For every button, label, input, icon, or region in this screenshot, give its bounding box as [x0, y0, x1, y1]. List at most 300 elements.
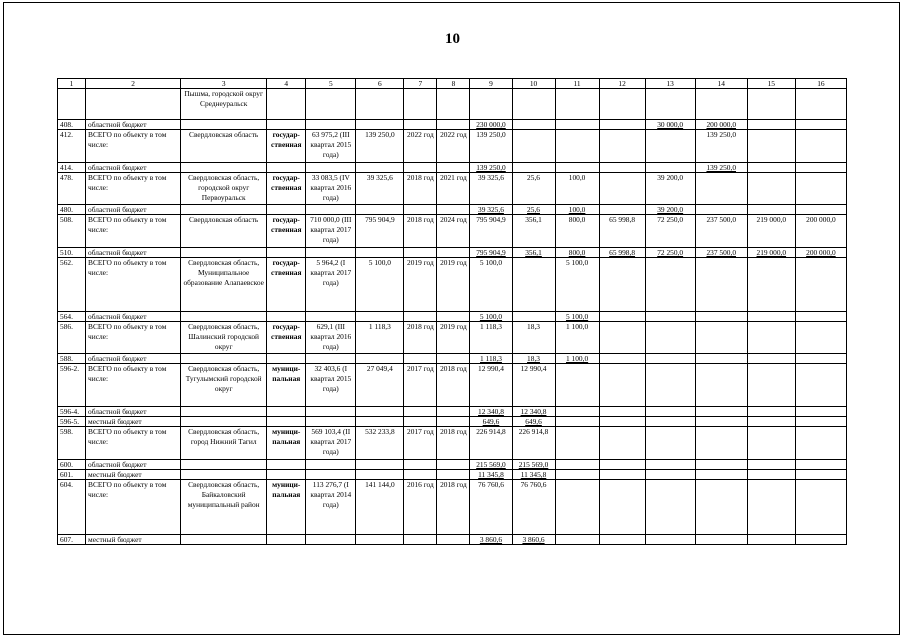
amount-cell-11	[555, 163, 599, 173]
amount-cell-14	[695, 427, 747, 460]
ownership-cell: муници-пальная	[267, 364, 306, 407]
amount-cell-11	[555, 417, 599, 427]
amount-cell-13	[645, 364, 695, 407]
empty-cell	[356, 354, 404, 364]
amount-cell-10: 649,6	[512, 417, 555, 427]
amount-cell-14	[695, 535, 747, 545]
amount-cell-14: 237 500,0	[695, 248, 747, 258]
amount-cell-11: 1 100,0	[555, 354, 599, 364]
row-number-cell: 508.	[58, 215, 86, 248]
amount-cell-14: 139 250,0	[695, 130, 747, 163]
amount-cell-15	[747, 130, 795, 163]
amount-cell-11: 800,0	[555, 248, 599, 258]
object-location-cell: Пышма, городской округ Среднеуральск	[181, 89, 267, 120]
amount-cell-16	[795, 322, 846, 354]
column-number-cell: 8	[437, 79, 470, 89]
empty-cell	[404, 535, 437, 545]
amount-cell-16	[795, 480, 846, 535]
object-name-cell: ВСЕГО по объекту в том числе:	[86, 480, 181, 535]
amount-cell-14: 237 500,0	[695, 215, 747, 248]
object-name-cell: областной бюджет	[86, 312, 181, 322]
row-number-cell: 601.	[58, 470, 86, 480]
amount-cell-10: 25,6	[512, 173, 555, 205]
estimated-cost-cell: 32 403,6 (I квартал 2015 года)	[306, 364, 356, 407]
object-location-cell: Свердловская область, городской округ Первоуральск	[181, 173, 267, 205]
amount-cell-11	[555, 407, 599, 417]
budget-row	[58, 535, 847, 545]
amount-cell-9: 230 000,0	[470, 120, 512, 130]
amount-cell-16	[795, 130, 846, 163]
amount-cell-13: 30 000,0	[645, 120, 695, 130]
amount-cell-9: 795 904,9	[470, 248, 512, 258]
empty-cell	[267, 354, 306, 364]
amount-cell-13	[645, 322, 695, 354]
column-number-cell: 2	[86, 79, 181, 89]
amount-cell-9: 649,6	[470, 417, 512, 427]
ownership-cell: государ-ственная	[267, 173, 306, 205]
column-number-cell: 13	[645, 79, 695, 89]
amount-cell-11	[555, 427, 599, 460]
amount-cell-12	[599, 120, 645, 130]
end-year-cell: 2019 год	[437, 258, 470, 312]
object-row	[58, 322, 847, 354]
empty-cell	[695, 89, 747, 120]
empty-cell	[306, 354, 356, 364]
empty-cell	[181, 417, 267, 427]
amount-cell-11: 800,0	[555, 215, 599, 248]
amount-cell-12	[599, 312, 645, 322]
empty-cell	[599, 89, 645, 120]
amount-cell-16	[795, 460, 846, 470]
empty-cell	[404, 407, 437, 417]
amount-cell-11: 1 100,0	[555, 322, 599, 354]
start-year-cell: 2017 год	[404, 427, 437, 460]
object-name-cell: областной бюджет	[86, 248, 181, 258]
amount-cell-9: 3 860,6	[470, 535, 512, 545]
object-name-cell: областной бюджет	[86, 460, 181, 470]
amount-cell-10: 356,1	[512, 215, 555, 248]
empty-cell	[437, 163, 470, 173]
empty-cell	[437, 535, 470, 545]
amount-cell-14	[695, 173, 747, 205]
budget-row	[58, 460, 847, 470]
start-year-cell: 2018 год	[404, 215, 437, 248]
amount-cell-12	[599, 427, 645, 460]
object-row	[58, 215, 847, 248]
amount-cell-15	[747, 407, 795, 417]
amount-cell-14	[695, 407, 747, 417]
amount-cell-16	[795, 364, 846, 407]
amount-cell-9: 1 118,3	[470, 322, 512, 354]
empty-cell	[306, 417, 356, 427]
object-name-cell: местный бюджет	[86, 535, 181, 545]
empty-cell	[267, 417, 306, 427]
empty-cell	[356, 470, 404, 480]
empty-cell	[747, 89, 795, 120]
amount-cell-10: 25,6	[512, 205, 555, 215]
object-row	[58, 427, 847, 460]
amount-cell-10: 11 345,8	[512, 470, 555, 480]
amount-cell-10: 12 990,4	[512, 364, 555, 407]
ownership-cell: государ-ственная	[267, 215, 306, 248]
amount-cell-13	[645, 480, 695, 535]
empty-cell	[181, 312, 267, 322]
empty-cell	[306, 312, 356, 322]
amount-cell-11: 5 100,0	[555, 258, 599, 312]
ownership-cell: государ-ственная	[267, 130, 306, 163]
empty-cell	[356, 248, 404, 258]
column-number-cell: 9	[470, 79, 512, 89]
ownership-cell: государ-ственная	[267, 258, 306, 312]
amount-cell-9: 39 325,6	[470, 173, 512, 205]
empty-cell	[58, 89, 86, 120]
object-location-cell: Свердловская область, Муниципальное образование Алапаевское	[181, 258, 267, 312]
amount-cell-16	[795, 163, 846, 173]
amount-cell-13	[645, 354, 695, 364]
empty-cell	[356, 417, 404, 427]
amount-cell-10: 18,3	[512, 322, 555, 354]
amount-cell-14: 139 250,0	[695, 163, 747, 173]
amount-cell-11	[555, 460, 599, 470]
amount-cell-9: 39 325,6	[470, 205, 512, 215]
empty-cell	[645, 89, 695, 120]
row-number-cell: 607.	[58, 535, 86, 545]
amount-cell-11	[555, 120, 599, 130]
amount-cell-12	[599, 460, 645, 470]
total-cost-cell: 795 904,9	[356, 215, 404, 248]
amount-cell-12	[599, 470, 645, 480]
empty-cell	[404, 460, 437, 470]
amount-cell-12	[599, 535, 645, 545]
amount-cell-15: 219 000,0	[747, 215, 795, 248]
object-name-cell: ВСЕГО по объекту в том числе:	[86, 364, 181, 407]
amount-cell-13	[645, 427, 695, 460]
amount-cell-16	[795, 354, 846, 364]
column-number-cell: 10	[512, 79, 555, 89]
amount-cell-14	[695, 460, 747, 470]
empty-cell	[404, 163, 437, 173]
object-row	[58, 480, 847, 535]
empty-cell	[437, 460, 470, 470]
amount-cell-13	[645, 407, 695, 417]
table-body	[58, 79, 847, 545]
amount-cell-9: 795 904,9	[470, 215, 512, 248]
object-row	[58, 364, 847, 407]
empty-cell	[555, 89, 599, 120]
amount-cell-13	[645, 535, 695, 545]
amount-cell-13	[645, 130, 695, 163]
total-cost-cell: 532 233,8	[356, 427, 404, 460]
amount-cell-14: 200 000,0	[695, 120, 747, 130]
amount-cell-14	[695, 364, 747, 407]
amount-cell-16	[795, 173, 846, 205]
empty-cell	[306, 248, 356, 258]
object-name-cell: областной бюджет	[86, 163, 181, 173]
empty-cell	[437, 205, 470, 215]
amount-cell-11	[555, 535, 599, 545]
estimated-cost-cell: 629,1 (III квартал 2016 года)	[306, 322, 356, 354]
amount-cell-12	[599, 407, 645, 417]
estimated-cost-cell: 710 000,0 (III квартал 2017 года)	[306, 215, 356, 248]
object-location-cell: Свердловская область, Байкаловский муниципальный район	[181, 480, 267, 535]
row-number-cell: 408.	[58, 120, 86, 130]
column-number-cell: 12	[599, 79, 645, 89]
empty-cell	[404, 120, 437, 130]
end-year-cell: 2021 год	[437, 173, 470, 205]
amount-cell-16	[795, 258, 846, 312]
amount-cell-9: 5 100,0	[470, 258, 512, 312]
empty-cell	[356, 163, 404, 173]
empty-cell	[404, 354, 437, 364]
budget-table	[57, 78, 847, 545]
object-name-cell: ВСЕГО по объекту в том числе:	[86, 130, 181, 163]
column-number-cell: 16	[795, 79, 846, 89]
amount-cell-15	[747, 120, 795, 130]
amount-cell-9: 76 760,6	[470, 480, 512, 535]
amount-cell-9: 12 990,4	[470, 364, 512, 407]
estimated-cost-cell: 63 975,2 (III квартал 2015 года)	[306, 130, 356, 163]
empty-cell	[404, 312, 437, 322]
object-name-cell: областной бюджет	[86, 354, 181, 364]
amount-cell-14	[695, 480, 747, 535]
row-number-cell: 596-2.	[58, 364, 86, 407]
object-name-cell: областной бюджет	[86, 205, 181, 215]
amount-cell-15: 219 000,0	[747, 248, 795, 258]
amount-cell-11: 100,0	[555, 205, 599, 215]
column-number-cell: 14	[695, 79, 747, 89]
amount-cell-13: 39 200,0	[645, 173, 695, 205]
amount-cell-13: 39 200,0	[645, 205, 695, 215]
amount-cell-12: 65 998,8	[599, 248, 645, 258]
amount-cell-16	[795, 427, 846, 460]
amount-cell-12	[599, 364, 645, 407]
object-name-cell: местный бюджет	[86, 417, 181, 427]
amount-cell-15	[747, 460, 795, 470]
object-location-cell: Свердловская область	[181, 130, 267, 163]
amount-cell-15	[747, 427, 795, 460]
row-number-cell: 564.	[58, 312, 86, 322]
empty-cell	[267, 248, 306, 258]
amount-cell-16	[795, 417, 846, 427]
empty-cell	[181, 354, 267, 364]
empty-cell	[356, 460, 404, 470]
amount-cell-9: 12 340,8	[470, 407, 512, 417]
empty-cell	[267, 89, 306, 120]
amount-cell-9: 215 569,0	[470, 460, 512, 470]
estimated-cost-cell: 5 964,2 (I квартал 2017 года)	[306, 258, 356, 312]
budget-row	[58, 417, 847, 427]
empty-cell	[267, 470, 306, 480]
amount-cell-15	[747, 354, 795, 364]
amount-cell-12	[599, 480, 645, 535]
object-name-cell: ВСЕГО по объекту в том числе:	[86, 322, 181, 354]
amount-cell-15	[747, 205, 795, 215]
amount-cell-13: 72 250,0	[645, 248, 695, 258]
column-number-cell: 3	[181, 79, 267, 89]
start-year-cell: 2019 год	[404, 258, 437, 312]
object-location-cell: Свердловская область, город Нижний Тагил	[181, 427, 267, 460]
amount-cell-10	[512, 120, 555, 130]
amount-cell-12	[599, 322, 645, 354]
object-location-cell: Свердловская область, Тугулымский городской округ	[181, 364, 267, 407]
empty-cell	[181, 248, 267, 258]
row-number-cell: 412.	[58, 130, 86, 163]
empty-cell	[306, 407, 356, 417]
empty-cell	[404, 248, 437, 258]
estimated-cost-cell: 569 103,4 (II квартал 2017 года)	[306, 427, 356, 460]
start-year-cell: 2022 год	[404, 130, 437, 163]
object-name-cell: областной бюджет	[86, 120, 181, 130]
row-number-cell: 480.	[58, 205, 86, 215]
amount-cell-16	[795, 205, 846, 215]
empty-cell	[306, 205, 356, 215]
empty-cell	[437, 120, 470, 130]
row-number-cell: 598.	[58, 427, 86, 460]
amount-cell-13: 72 250,0	[645, 215, 695, 248]
empty-cell	[267, 205, 306, 215]
budget-row	[58, 205, 847, 215]
amount-cell-11	[555, 480, 599, 535]
amount-cell-13	[645, 470, 695, 480]
column-number-cell: 5	[306, 79, 356, 89]
empty-cell	[512, 89, 555, 120]
amount-cell-10: 215 569,0	[512, 460, 555, 470]
amount-cell-16	[795, 407, 846, 417]
row-number-cell: 604.	[58, 480, 86, 535]
amount-cell-15	[747, 470, 795, 480]
amount-cell-12	[599, 417, 645, 427]
empty-cell	[181, 535, 267, 545]
row-number-cell: 478.	[58, 173, 86, 205]
amount-cell-9: 226 914,8	[470, 427, 512, 460]
amount-cell-13	[645, 312, 695, 322]
amount-cell-15	[747, 480, 795, 535]
object-row	[58, 173, 847, 205]
total-cost-cell: 27 049,4	[356, 364, 404, 407]
empty-cell	[306, 89, 356, 120]
column-number-row	[58, 79, 847, 89]
empty-cell	[267, 535, 306, 545]
continuation-row	[58, 89, 847, 120]
budget-row	[58, 470, 847, 480]
column-number-cell: 1	[58, 79, 86, 89]
row-number-cell: 596-5.	[58, 417, 86, 427]
empty-cell	[404, 470, 437, 480]
object-name-cell: ВСЕГО по объекту в том числе:	[86, 258, 181, 312]
estimated-cost-cell: 113 276,7 (I квартал 2014 года)	[306, 480, 356, 535]
object-name-cell: областной бюджет	[86, 407, 181, 417]
empty-cell	[181, 120, 267, 130]
amount-cell-13	[645, 163, 695, 173]
object-location-cell: Свердловская область, Шалинский городской округ	[181, 322, 267, 354]
empty-cell	[356, 535, 404, 545]
empty-cell	[86, 89, 181, 120]
amount-cell-9: 139 250,0	[470, 130, 512, 163]
empty-cell	[356, 120, 404, 130]
empty-cell	[356, 89, 404, 120]
object-name-cell: ВСЕГО по объекту в том числе:	[86, 173, 181, 205]
empty-cell	[404, 205, 437, 215]
page-number: 10	[445, 31, 460, 47]
amount-cell-15	[747, 364, 795, 407]
empty-cell	[306, 470, 356, 480]
empty-cell	[437, 354, 470, 364]
object-name-cell: ВСЕГО по объекту в том числе:	[86, 427, 181, 460]
amount-cell-12: 65 998,8	[599, 215, 645, 248]
total-cost-cell: 139 250,0	[356, 130, 404, 163]
amount-cell-9: 5 100,0	[470, 312, 512, 322]
total-cost-cell: 5 100,0	[356, 258, 404, 312]
column-number-cell: 15	[747, 79, 795, 89]
empty-cell	[437, 407, 470, 417]
amount-cell-10	[512, 258, 555, 312]
start-year-cell: 2018 год	[404, 322, 437, 354]
empty-cell	[181, 163, 267, 173]
object-row	[58, 130, 847, 163]
empty-cell	[267, 120, 306, 130]
total-cost-cell: 1 118,3	[356, 322, 404, 354]
empty-cell	[306, 460, 356, 470]
row-number-cell: 600.	[58, 460, 86, 470]
estimated-cost-cell: 33 083,5 (IV квартал 2016 года)	[306, 173, 356, 205]
total-cost-cell: 141 144,0	[356, 480, 404, 535]
amount-cell-10: 18,3	[512, 354, 555, 364]
budget-row	[58, 163, 847, 173]
empty-cell	[470, 89, 512, 120]
empty-cell	[356, 205, 404, 215]
budget-row	[58, 407, 847, 417]
empty-cell	[306, 535, 356, 545]
row-number-cell: 596-4.	[58, 407, 86, 417]
row-number-cell: 588.	[58, 354, 86, 364]
end-year-cell: 2018 год	[437, 427, 470, 460]
amount-cell-14	[695, 470, 747, 480]
amount-cell-13	[645, 258, 695, 312]
amount-cell-10: 226 914,8	[512, 427, 555, 460]
column-number-cell: 6	[356, 79, 404, 89]
amount-cell-13	[645, 460, 695, 470]
end-year-cell: 2019 год	[437, 322, 470, 354]
empty-cell	[795, 89, 846, 120]
empty-cell	[437, 470, 470, 480]
empty-cell	[404, 89, 437, 120]
amount-cell-15	[747, 417, 795, 427]
amount-cell-12	[599, 163, 645, 173]
empty-cell	[267, 407, 306, 417]
amount-cell-12	[599, 130, 645, 163]
amount-cell-10	[512, 312, 555, 322]
end-year-cell: 2018 год	[437, 364, 470, 407]
amount-cell-16	[795, 535, 846, 545]
amount-cell-12	[599, 258, 645, 312]
amount-cell-13	[645, 417, 695, 427]
total-cost-cell: 39 325,6	[356, 173, 404, 205]
amount-cell-16	[795, 120, 846, 130]
ownership-cell: муници-пальная	[267, 480, 306, 535]
budget-row	[58, 248, 847, 258]
amount-cell-11: 5 100,0	[555, 312, 599, 322]
empty-cell	[404, 417, 437, 427]
amount-cell-15	[747, 322, 795, 354]
amount-cell-15	[747, 163, 795, 173]
amount-cell-15	[747, 173, 795, 205]
empty-cell	[181, 460, 267, 470]
row-number-cell: 586.	[58, 322, 86, 354]
ownership-cell: государ-ственная	[267, 322, 306, 354]
amount-cell-10	[512, 163, 555, 173]
amount-cell-16: 200 000,0	[795, 215, 846, 248]
amount-cell-14	[695, 417, 747, 427]
